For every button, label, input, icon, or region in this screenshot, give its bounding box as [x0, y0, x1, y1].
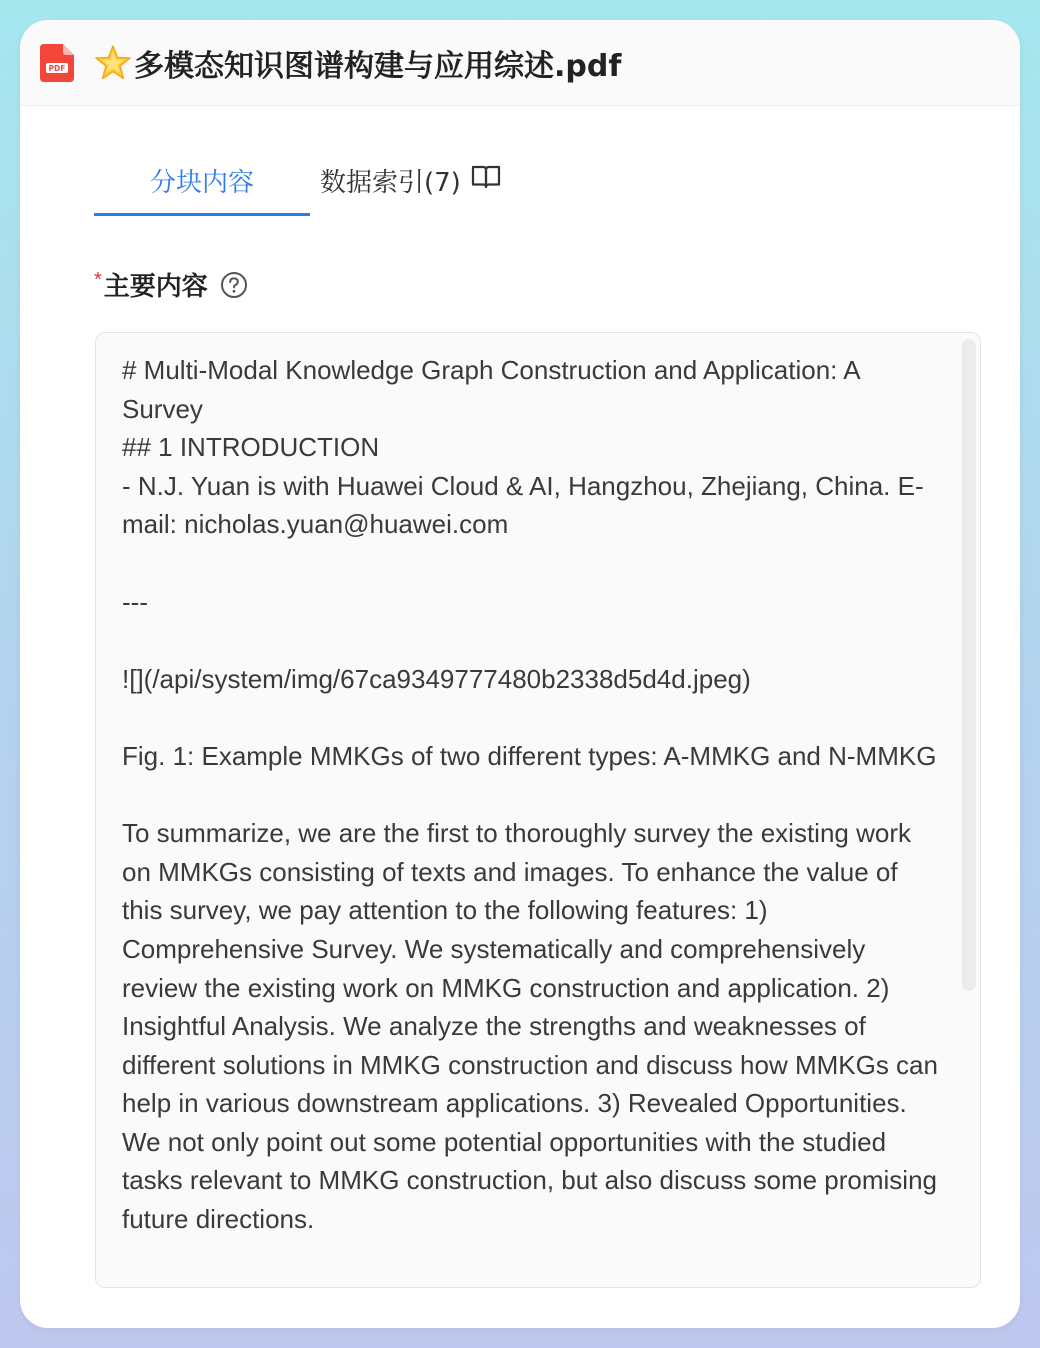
scrollbar[interactable] [962, 339, 976, 1279]
tab-chunk-content[interactable] [94, 162, 310, 216]
title-bar [20, 20, 1020, 106]
tab-bar [94, 162, 501, 218]
required-mark: * [94, 269, 102, 291]
star-icon [94, 44, 132, 82]
document-window [20, 20, 1020, 1328]
tab-data-index[interactable] [320, 162, 501, 216]
help-circle-icon[interactable] [220, 271, 248, 299]
tab-label: 数据索引(7) [320, 168, 461, 198]
book-icon[interactable] [471, 164, 501, 190]
main-content-textarea[interactable] [95, 332, 981, 1288]
pdf-icon [40, 44, 74, 82]
document-title: 多模态知识图谱构建与应用综述.pdf [134, 48, 622, 84]
main-content-text[interactable]: # Multi-Modal Knowledge Graph Construction and Application: A Survey ## 1 INTRODUCTION - N.J. Yuan is with Huawei Cloud & AI, Hangzhou, Zhejiang, China. E-mail: nicholas.yuan@huawei.com --- ![](/api/system/img/67ca9349777480b2338d5d4d.jpeg) Fig. 1: Example MMKGs of two different types: A-MMKG and N-MMKG To summarize, we are the first to thoroughly survey the existing work on MMKGs consisting of texts and images. To enhance the value of this survey, we pay attention to the following features: 1) Comprehensive Survey. We systematically and comprehensively review the existing work on MMKG construction and application. 2) Insightful Analysis. We analyze the strengths and weaknesses of different solutions in MMKG construction and discuss how MMKGs can help in various downstream applications. 3) Revealed Opportunities. We not only point out some potential opportunities with the studied tasks relevant to MMKG construction, but also discuss some promising future directions. [122, 355, 938, 1235]
scrollbar-thumb[interactable] [962, 339, 976, 991]
field-label-text: 主要内容 [103, 272, 208, 302]
svg-text:PDF: PDF [48, 63, 66, 73]
tab-label: 分块内容 [149, 168, 254, 198]
main-content-label [94, 266, 248, 303]
